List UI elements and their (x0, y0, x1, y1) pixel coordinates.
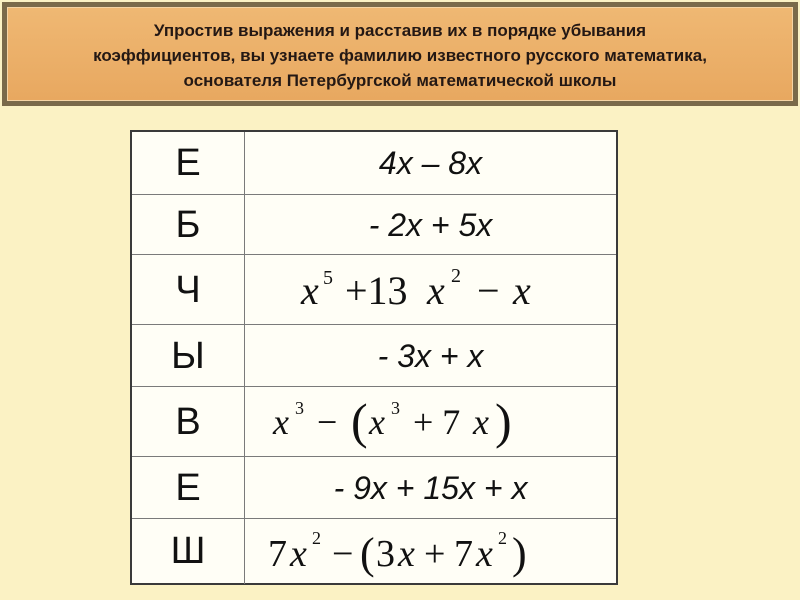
svg-text:−: − (476, 268, 500, 313)
table-row (132, 456, 616, 519)
svg-text:): ) (511, 528, 527, 578)
row-letter: Е (132, 132, 245, 194)
svg-text:x: x (475, 532, 493, 575)
table-row (132, 518, 616, 584)
row-letter: Ш (132, 519, 245, 584)
svg-text:5: 5 (322, 267, 333, 289)
task-title-line-1: Упростив выражения и расставив их в порядке убывания (153, 21, 647, 40)
svg-text:x: x (397, 532, 415, 575)
row-expression: 4x – 8x (378, 144, 483, 181)
svg-text:x: x (300, 268, 319, 313)
svg-text:−: − (316, 402, 337, 442)
svg-text:(: ( (359, 528, 375, 578)
expression-table (130, 130, 618, 585)
table-row (132, 194, 616, 255)
row-expression-formula (245, 255, 616, 325)
formula-x5-13x2-x (281, 260, 581, 320)
row-letter: Ы (132, 325, 245, 387)
svg-text:x: x (272, 402, 289, 442)
table-row (132, 254, 616, 325)
svg-text:x: x (512, 268, 531, 313)
task-title (8, 18, 792, 93)
svg-text:2: 2 (497, 527, 507, 548)
title-banner (2, 2, 798, 106)
task-title-line-2: коэффициентов, вы узнаете фамилию известного русского математика, (93, 46, 707, 65)
svg-text:2: 2 (450, 265, 461, 287)
formula-7x2-minus-paren (256, 522, 606, 582)
svg-text:(: ( (350, 393, 368, 449)
row-expression: - 3x + x (377, 337, 484, 374)
svg-text:): ) (494, 393, 512, 449)
svg-text:x: x (368, 402, 385, 442)
row-letter: Ч (132, 255, 245, 325)
svg-text:x: x (472, 402, 489, 442)
formula-x3-minus-paren (261, 392, 601, 452)
svg-text:x: x (426, 268, 445, 313)
svg-text:+: + (423, 532, 445, 575)
svg-text:x: x (289, 532, 307, 575)
svg-text:−: − (331, 532, 353, 575)
svg-text:+13: +13 (344, 268, 408, 313)
row-letter: В (132, 387, 245, 457)
row-letter: Б (132, 195, 245, 255)
table-row (132, 324, 616, 387)
row-letter: Е (132, 457, 245, 519)
task-title-line-3: основателя Петербургской математической школы (183, 71, 617, 90)
title-banner-inner (7, 7, 793, 101)
svg-text:7: 7 (267, 532, 287, 575)
row-expression-formula (245, 387, 616, 457)
table-row (132, 132, 616, 194)
svg-text:3: 3 (390, 398, 400, 418)
svg-text:3: 3 (294, 398, 304, 418)
row-expression: - 2x + 5x (368, 206, 493, 243)
svg-text:3: 3 (375, 532, 395, 575)
svg-text:7: 7 (453, 532, 473, 575)
svg-text:2: 2 (311, 527, 321, 548)
row-expression: - 9x + 15x + x (333, 469, 528, 506)
table-row (132, 386, 616, 457)
svg-text:+ 7: + 7 (412, 402, 460, 442)
row-expression-formula (245, 519, 616, 584)
